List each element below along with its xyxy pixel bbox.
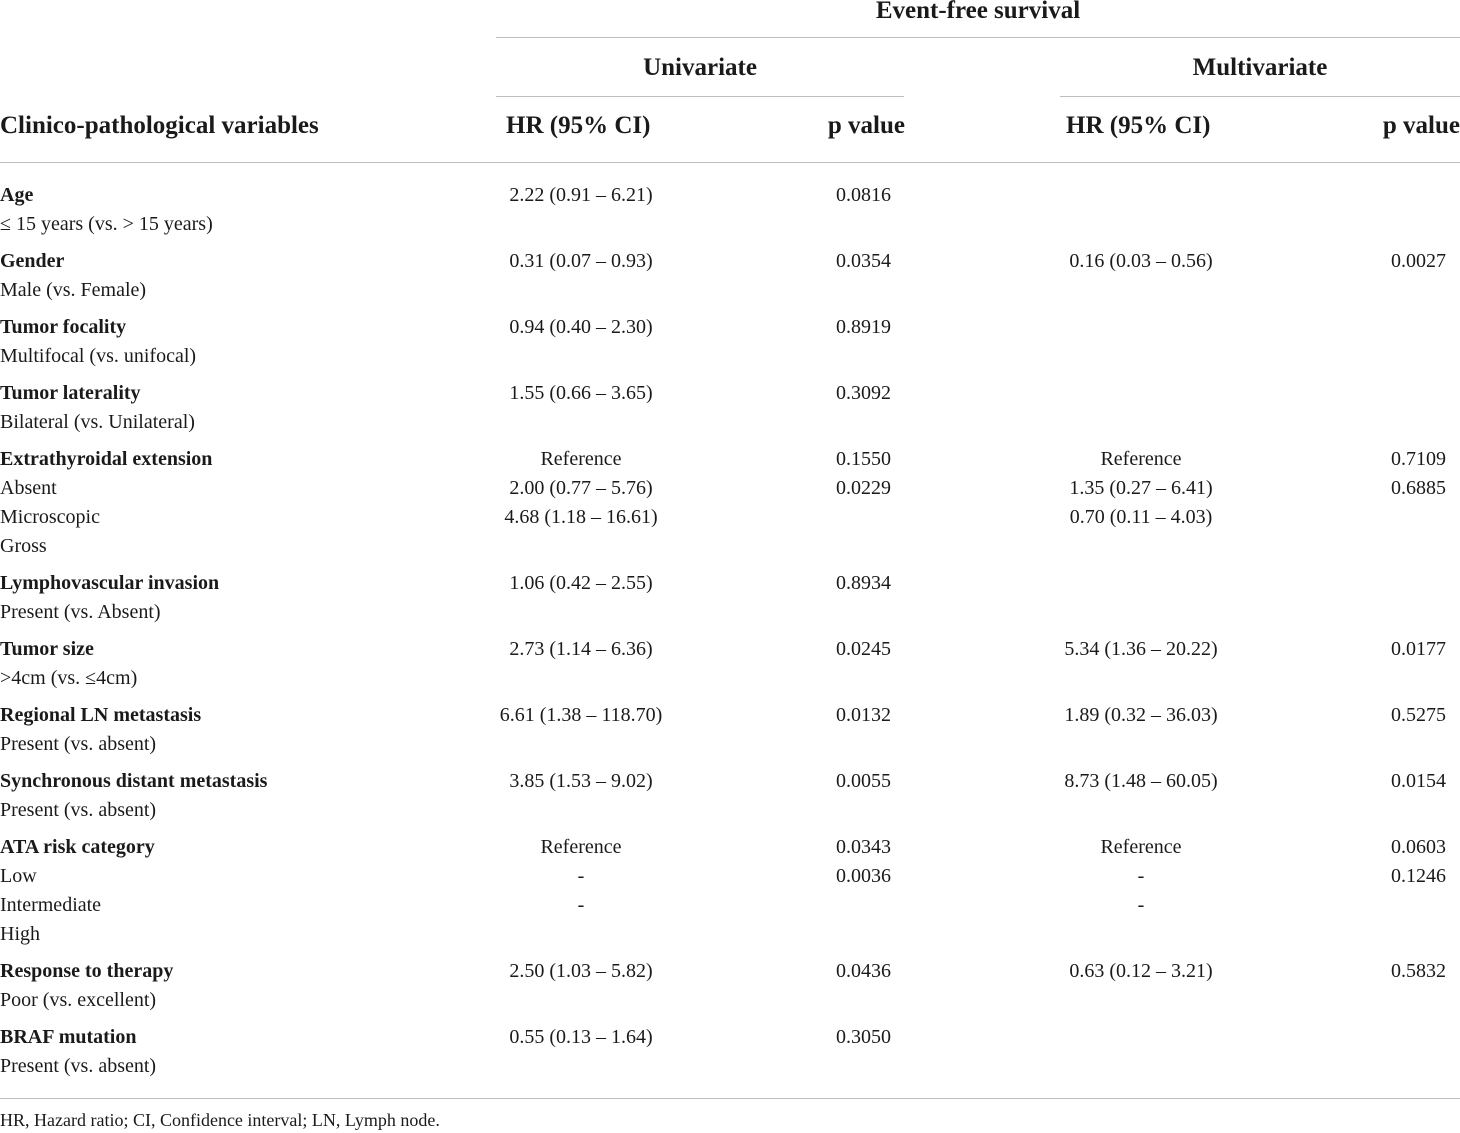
multi-hr-column-header: HR (95% CI) (1066, 112, 1211, 139)
variable-subcategory: Microscopic (0, 506, 100, 528)
univariate-p-value: 0.3050 (836, 1026, 891, 1048)
table-bottom-rule (0, 1098, 1460, 1099)
univariate-hr: 1.55 (0.66 – 3.65) (509, 382, 653, 404)
variable-subcategory: ≤ 15 years (vs. > 15 years) (0, 213, 213, 235)
univariate-p-value: 0.0036 (836, 865, 891, 887)
multivariate-p-value: 0.0603 (1391, 836, 1446, 858)
univariate-hr: Reference (540, 448, 622, 470)
table-footnote: HR, Hazard ratio; CI, Confidence interval; LN, Lymph node. (0, 1110, 440, 1130)
variable-name: Gender (0, 250, 65, 272)
univariate-hr: 0.94 (0.40 – 2.30) (509, 316, 653, 338)
multivariate-hr: 1.89 (0.32 – 36.03) (1064, 704, 1218, 726)
variable-subcategory: Male (vs. Female) (0, 279, 147, 301)
multivariate-p-value: 0.0027 (1391, 250, 1446, 272)
uni-p-column-header: p value (827, 112, 905, 139)
univariate-hr: 2.00 (0.77 – 5.76) (509, 477, 653, 499)
variable-name: Tumor size (0, 638, 94, 660)
header-bottom-rule (0, 162, 1460, 163)
multivariate-p-value: 0.6885 (1391, 477, 1446, 499)
uni-hr-column-header: HR (95% CI) (506, 112, 651, 139)
univariate-p-value: 0.8934 (836, 572, 891, 594)
variable-name: BRAF mutation (0, 1026, 137, 1048)
univariate-hr: 0.31 (0.07 – 0.93) (509, 250, 653, 272)
variable-subcategory: Present (vs. absent) (0, 799, 157, 821)
multivariate-hr: Reference (1100, 836, 1182, 858)
variable-name: Tumor laterality (0, 382, 141, 404)
univariate-p-value: 0.0245 (836, 638, 891, 660)
variables-column-header: Clinico-pathological variables (0, 112, 319, 139)
multivariate-hr: 5.34 (1.36 – 20.22) (1064, 638, 1218, 660)
univariate-p-value: 0.0436 (836, 960, 891, 982)
univariate-header: Univariate (643, 54, 757, 81)
univariate-p-value: 0.8919 (836, 316, 891, 338)
variable-name: Tumor focality (0, 316, 127, 338)
univariate-hr: 0.55 (0.13 – 1.64) (509, 1026, 653, 1048)
variable-subcategory: Gross (0, 535, 47, 557)
univariate-p-value: 0.0343 (836, 836, 891, 858)
multi-p-column-header: p value (1382, 112, 1460, 139)
univariate-p-value: 0.0055 (836, 770, 891, 792)
univariate-hr: Reference (540, 836, 622, 858)
variable-name: Age (0, 184, 34, 206)
univariate-hr: 2.50 (1.03 – 5.82) (509, 960, 653, 982)
variable-subcategory: >4cm (vs. ≤4cm) (0, 667, 138, 689)
multivariate-p-value: 0.7109 (1391, 448, 1446, 470)
variable-subcategory: Present (vs. absent) (0, 733, 157, 755)
variable-name: Synchronous distant metastasis (0, 770, 268, 792)
univariate-p-value: 0.0229 (836, 477, 891, 499)
multivariate-hr: 1.35 (0.27 – 6.41) (1069, 477, 1213, 499)
univariate-underline (496, 96, 904, 97)
univariate-hr: - (577, 865, 585, 887)
multivariate-hr: 8.73 (1.48 – 60.05) (1064, 770, 1218, 792)
univariate-hr: 4.68 (1.18 – 16.61) (504, 506, 658, 528)
variable-subcategory: Absent (0, 477, 57, 499)
multivariate-hr: 0.70 (0.11 – 4.03) (1069, 506, 1213, 528)
univariate-p-value: 0.1550 (836, 448, 891, 470)
title-underline (496, 37, 1460, 38)
multivariate-hr: - (1137, 865, 1145, 887)
table-title: Event-free survival (875, 0, 1081, 24)
variable-subcategory: Present (vs. Absent) (0, 601, 161, 623)
univariate-hr: 2.73 (1.14 – 6.36) (509, 638, 653, 660)
univariate-hr: 3.85 (1.53 – 9.02) (509, 770, 653, 792)
multivariate-p-value: 0.5275 (1391, 704, 1446, 726)
multivariate-p-value: 0.5832 (1391, 960, 1446, 982)
multivariate-p-value: 0.0177 (1391, 638, 1446, 660)
variable-subcategory: Present (vs. absent) (0, 1055, 157, 1077)
variable-subcategory: Multifocal (vs. unifocal) (0, 345, 197, 367)
multivariate-hr: Reference (1100, 448, 1182, 470)
univariate-p-value: 0.0354 (836, 250, 891, 272)
variable-name: Lymphovascular invasion (0, 572, 220, 594)
univariate-hr: 2.22 (0.91 – 6.21) (509, 184, 653, 206)
univariate-hr: - (577, 894, 585, 916)
variable-subcategory: Low (0, 865, 37, 887)
multivariate-hr: 0.16 (0.03 – 0.56) (1069, 250, 1213, 272)
multivariate-header: Multivariate (1192, 54, 1328, 81)
variable-subcategory: High (0, 923, 40, 945)
multivariate-underline (1060, 96, 1460, 97)
variable-subcategory: Poor (vs. excellent) (0, 989, 157, 1011)
variable-name: Regional LN metastasis (0, 704, 202, 726)
univariate-hr: 1.06 (0.42 – 2.55) (509, 572, 653, 594)
multivariate-hr: 0.63 (0.12 – 3.21) (1069, 960, 1213, 982)
variable-name: ATA risk category (0, 836, 155, 858)
univariate-p-value: 0.0816 (836, 184, 891, 206)
variable-subcategory: Intermediate (0, 894, 102, 916)
multivariate-p-value: 0.0154 (1391, 770, 1446, 792)
multivariate-p-value: 0.1246 (1391, 865, 1446, 887)
variable-subcategory: Bilateral (vs. Unilateral) (0, 411, 195, 433)
univariate-hr: 6.61 (1.38 – 118.70) (499, 704, 663, 726)
multivariate-hr: - (1137, 894, 1145, 916)
univariate-p-value: 0.3092 (836, 382, 891, 404)
variable-name: Extrathyroidal extension (0, 448, 213, 470)
variable-name: Response to therapy (0, 960, 174, 982)
univariate-p-value: 0.0132 (836, 704, 891, 726)
